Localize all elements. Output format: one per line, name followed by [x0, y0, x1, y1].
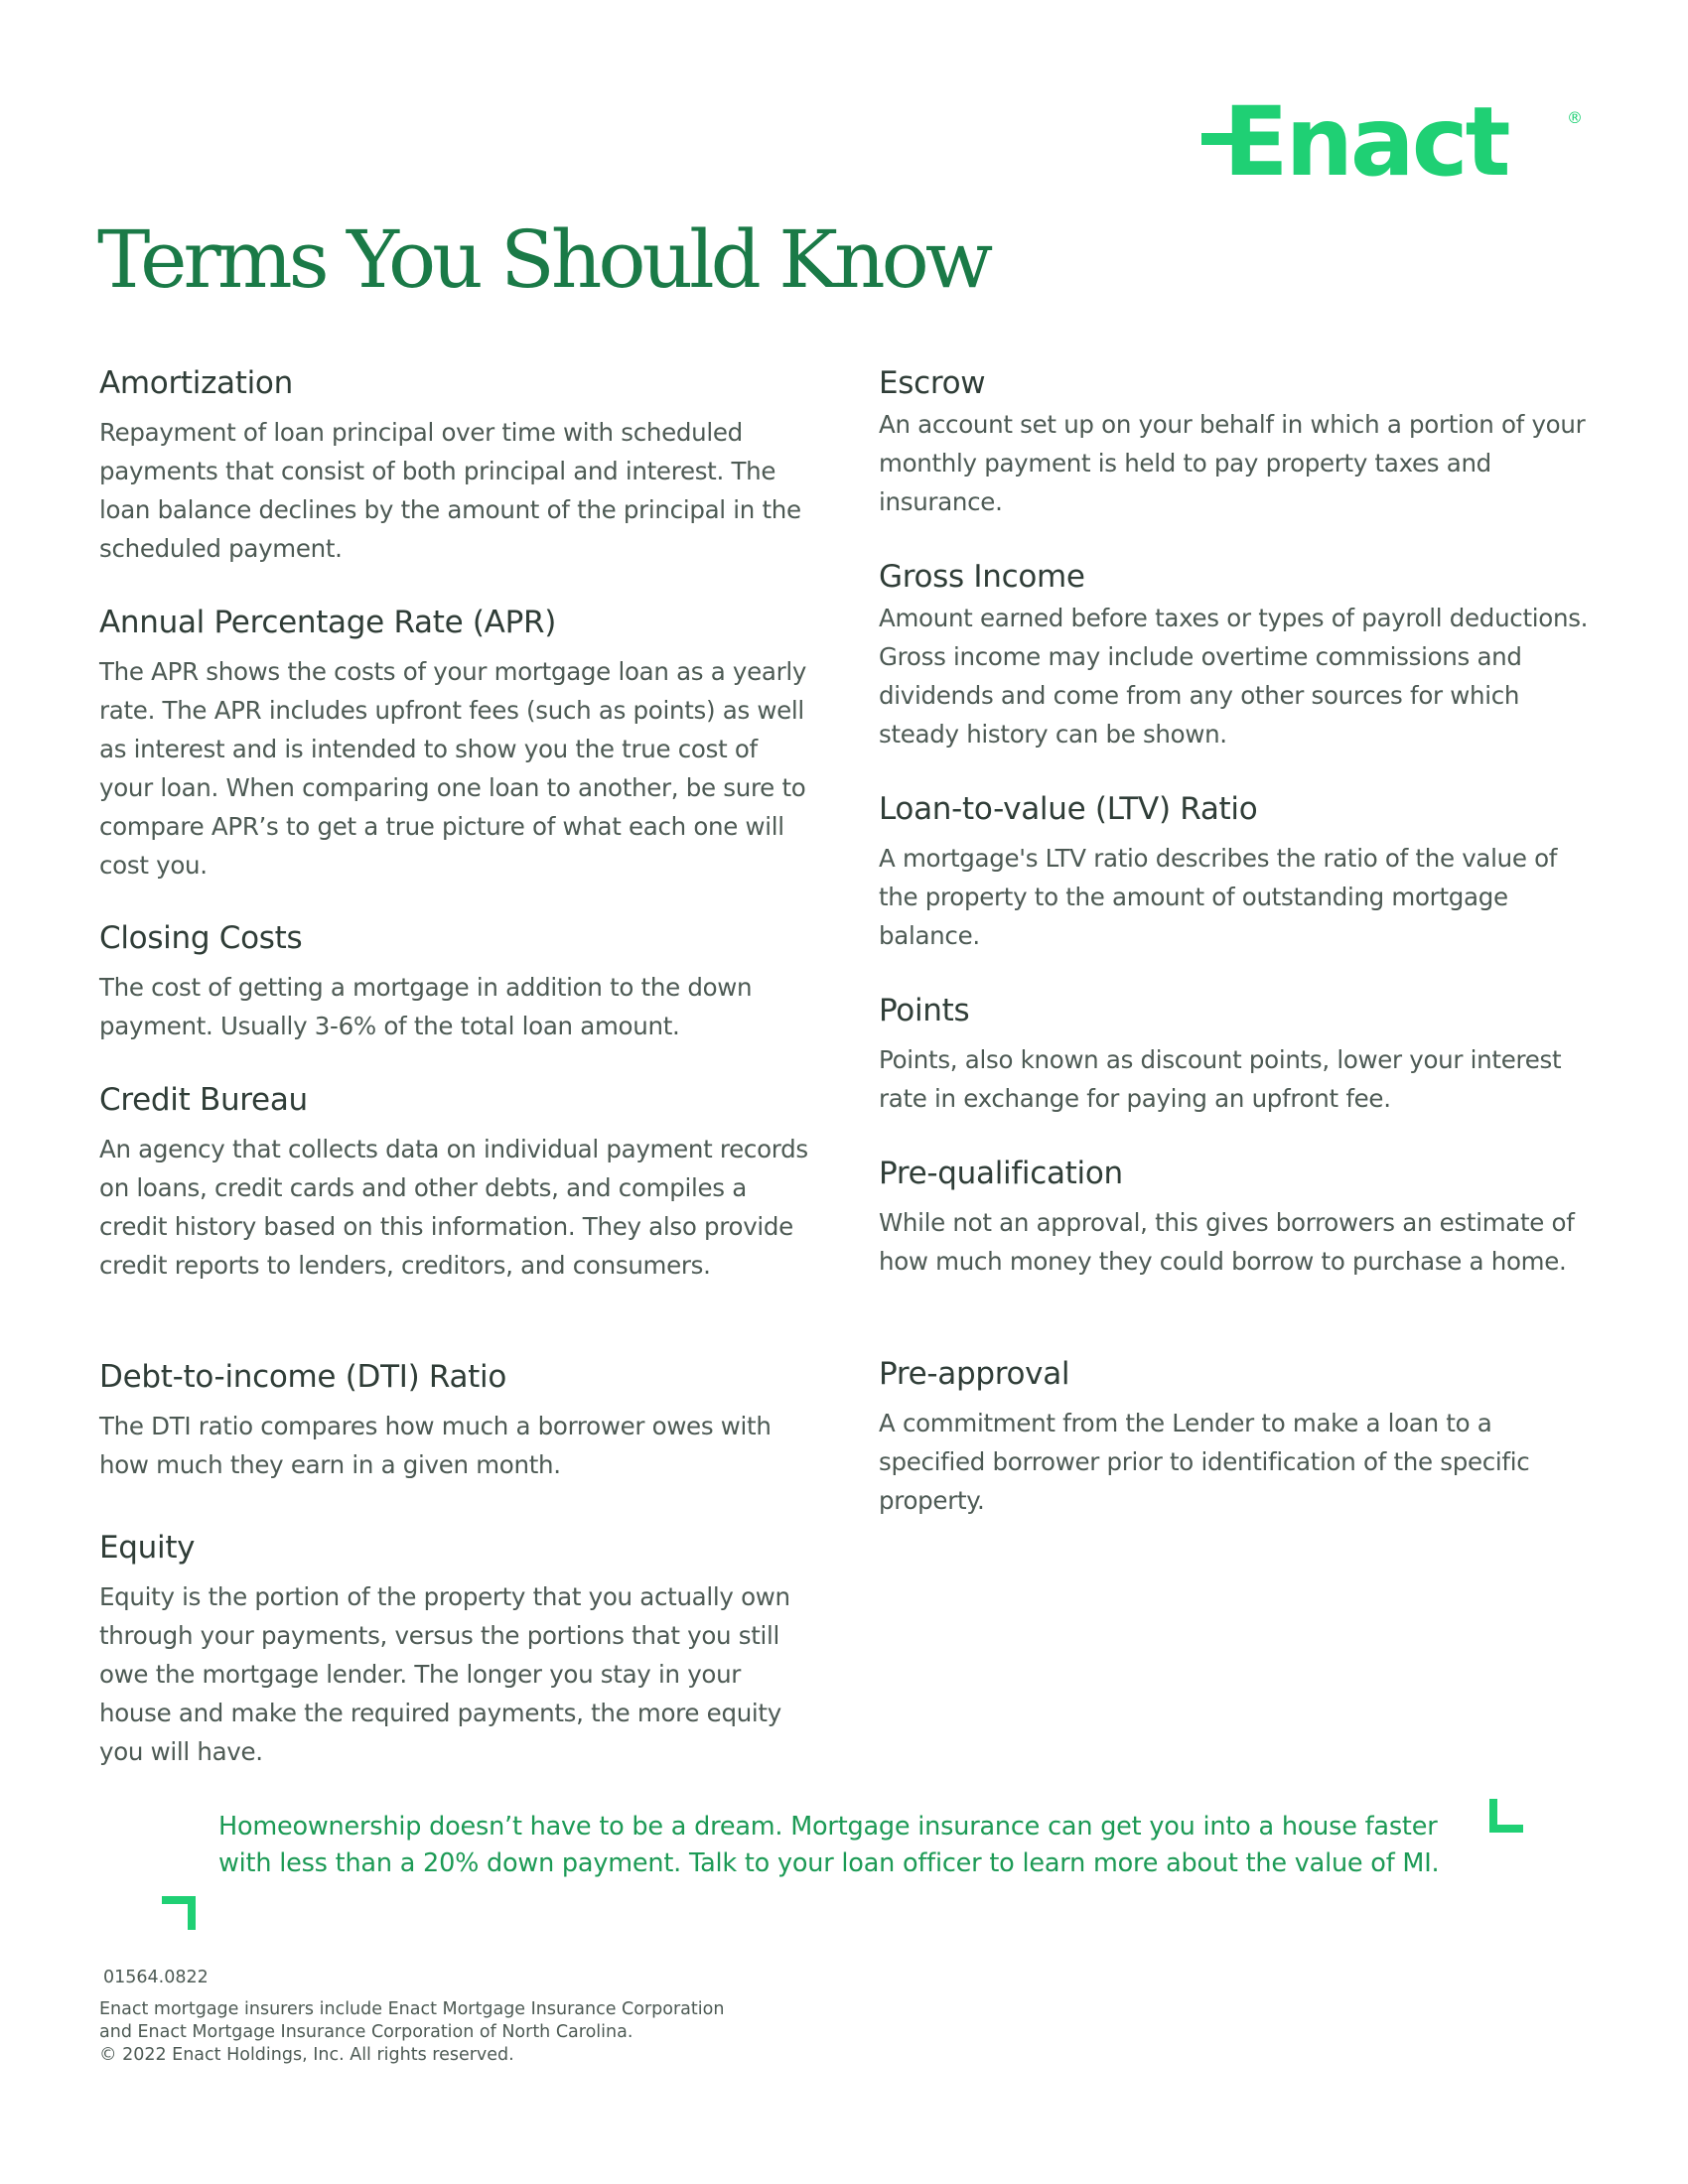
term-equity [99, 1528, 814, 1771]
page-title: Terms You Should Know [97, 213, 990, 306]
term-description: Amount earned before taxes or types of payroll deductions. Gross income may include overtime commissions and dividends and come from any other sources for which steady history can be shown. [879, 604, 1589, 749]
term-title: Credit Bureau [99, 1082, 308, 1118]
copyright-line: © 2022 Enact Holdings, Inc. All rights reserved. [99, 2045, 514, 2065]
term-description: Repayment of loan principal over time with scheduled payments that consist of both principal and interest. The loan balance declines by the amount of the principal in the scheduled payment. [99, 418, 801, 563]
disclaimer-line: and Enact Mortgage Insurance Corporation of North Carolina. [99, 2022, 633, 2042]
mortgage-insurance-callout [218, 1809, 1499, 1882]
term-title: Equity [99, 1530, 196, 1566]
term-title: Closing Costs [99, 920, 303, 956]
term-ltv-ratio [879, 789, 1594, 955]
term-description: The APR shows the costs of your mortgage loan as a yearly rate. The APR includes upfront fees (such as points) as well as interest and is intended to show you the true cost of your loan. When comparing one loan to another, be sure to compare APR’s to get a true picture of what each one will cost you. [99, 657, 807, 880]
term-description: An account set up on your behalf in which a portion of your monthly payment is held to pay property taxes and insurance. [879, 410, 1586, 516]
term-dti-ratio [99, 1357, 814, 1484]
enact-logo-mark [1201, 95, 1599, 185]
term-title: Annual Percentage Rate (APR) [99, 605, 557, 640]
term-title: Gross Income [879, 559, 1085, 595]
term-title: Loan-to-value (LTV) Ratio [879, 791, 1258, 827]
term-title: Debt-to-income (DTI) Ratio [99, 1359, 507, 1395]
term-description: A commitment from the Lender to make a loan to a specified borrower prior to identification of the specific property. [879, 1409, 1530, 1515]
enact-logo [1201, 95, 1599, 185]
term-description: The cost of getting a mortgage in addition to the down payment. Usually 3-6% of the total loan amount. [99, 973, 753, 1040]
term-description: Equity is the portion of the property that you actually own through your payments, versus the portions that you still owe the mortgage lender. The longer you stay in your house and make the required payments, the more equity you will have. [99, 1582, 790, 1766]
term-amortization [99, 363, 814, 568]
term-description: The DTI ratio compares how much a borrower owes with how much they earn in a given month. [99, 1412, 772, 1479]
term-apr [99, 603, 814, 885]
callout-line: with less than a 20% down payment. Talk to your loan officer to learn more about the value of MI. [218, 1848, 1440, 1878]
term-description: An agency that collects data on individual payment records on loans, credit cards and other debts, and compiles a credit history based on this information. They also provide credit reports to lenders, creditors, and consumers. [99, 1135, 808, 1280]
term-title: Escrow [879, 365, 986, 401]
term-credit-bureau [99, 1080, 814, 1285]
term-pre-approval [879, 1354, 1594, 1520]
enact-logo-text: Enact [1223, 95, 1508, 185]
disclaimer-line: Enact mortgage insurers include Enact Mortgage Insurance Corporation [99, 1999, 725, 2019]
corner-bracket-bottom-left [162, 1896, 196, 1930]
term-points [879, 991, 1594, 1118]
term-pre-qualification [879, 1154, 1594, 1281]
registered-mark: ® [1567, 108, 1583, 127]
term-closing-costs [99, 918, 814, 1045]
document-code: 01564.0822 [103, 1968, 209, 1987]
callout-line: Homeownership doesn’t have to be a dream. Mortgage insurance can get you into a house faster [218, 1812, 1438, 1842]
term-title: Points [879, 993, 970, 1028]
term-description: While not an approval, this gives borrowers an estimate of how much money they could borrow to purchase a home. [879, 1208, 1575, 1276]
term-escrow [879, 363, 1594, 521]
term-description: Points, also known as discount points, lower your interest rate in exchange for paying an upfront fee. [879, 1045, 1562, 1113]
term-gross-income [879, 557, 1594, 753]
term-title: Pre-approval [879, 1356, 1070, 1392]
legal-disclaimer [99, 1998, 894, 2067]
term-description: A mortgage's LTV ratio describes the ratio of the value of the property to the amount of outstanding mortgage balance. [879, 844, 1558, 950]
term-title: Amortization [99, 365, 293, 401]
term-title: Pre-qualification [879, 1156, 1123, 1191]
